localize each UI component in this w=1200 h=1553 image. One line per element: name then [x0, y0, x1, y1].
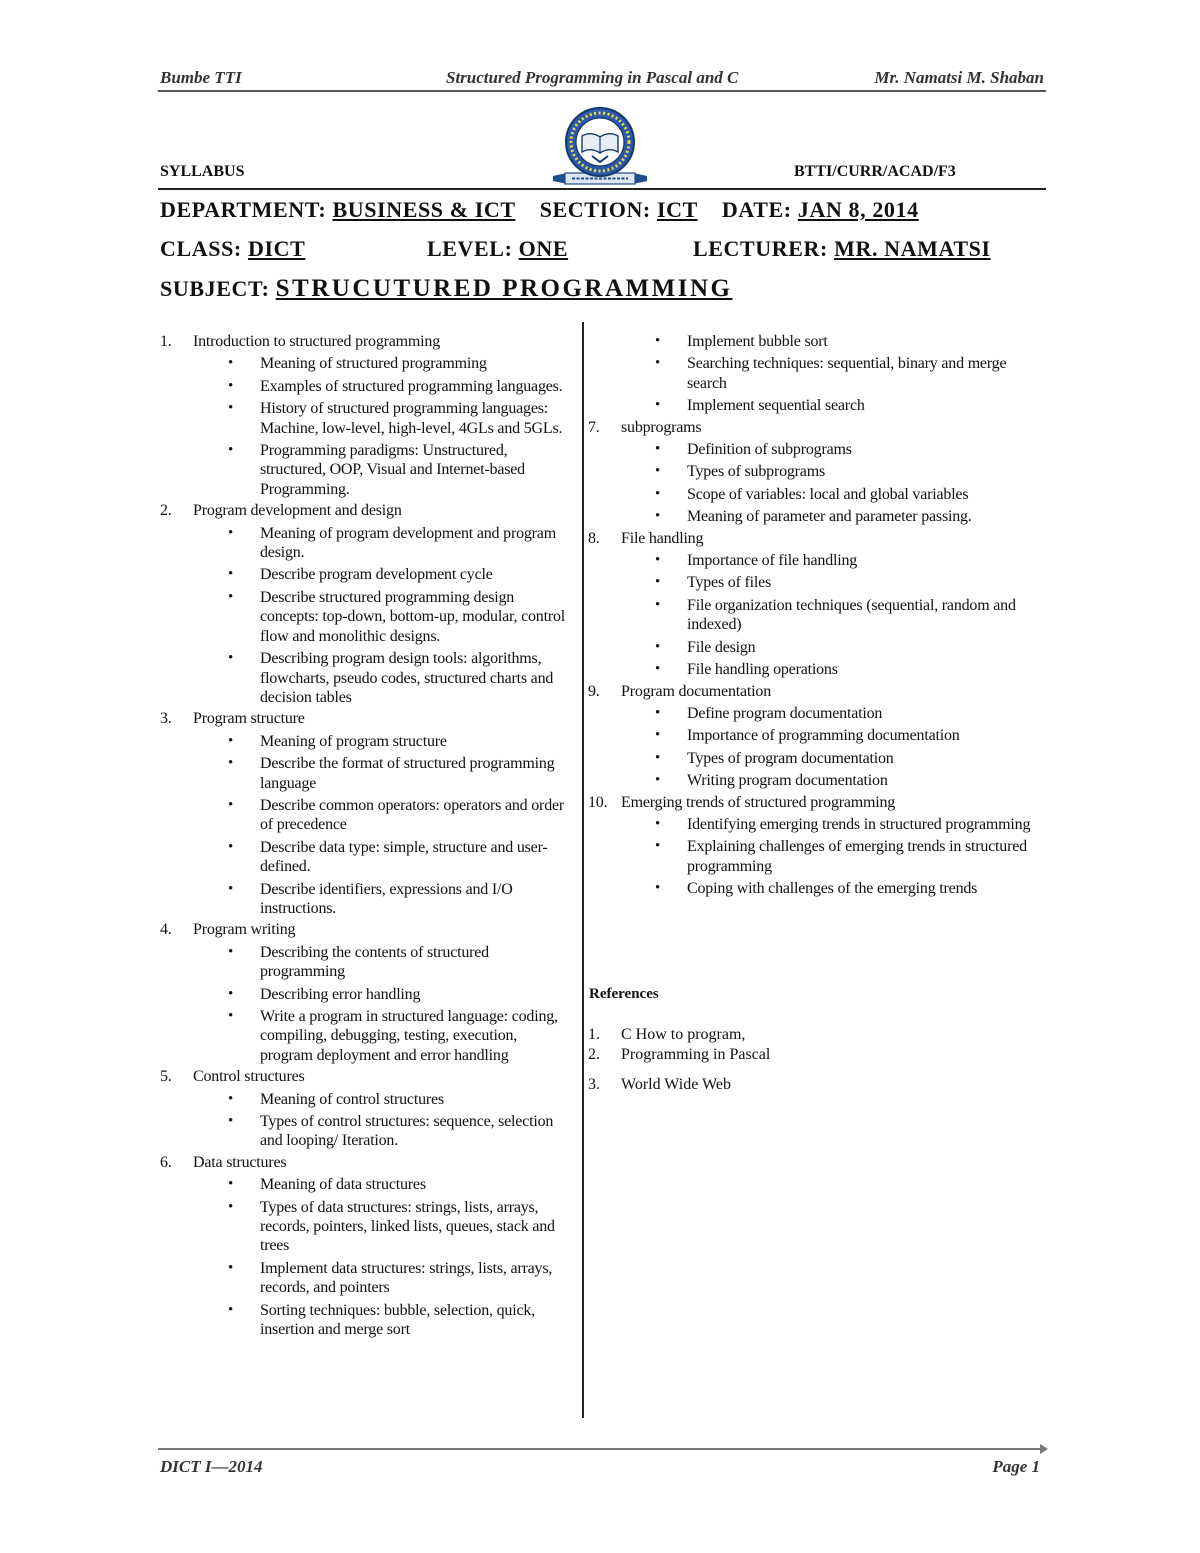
- lecturer-label: LECTURER:: [693, 236, 828, 261]
- syllabus-right-column: [588, 332, 1040, 899]
- list-item: • Identifying emerging trends in structured programming: [588, 815, 1040, 834]
- topic-number: 3.: [160, 710, 172, 728]
- topic-title: Introduction to structured programming: [193, 333, 441, 350]
- list-item: • Meaning of program structure: [160, 732, 572, 751]
- list-item: • Describing program design tools: algorithms, flowcharts, pseudo codes, structured charts and decision tables: [160, 649, 572, 707]
- list-item: • Meaning of parameter and parameter passing.: [588, 507, 1040, 526]
- list-item: • Sorting techniques: bubble, selection, quick, insertion and merge sort: [160, 1301, 572, 1340]
- list-item: • Write a program in structured language: coding, compiling, debugging, testing, execution, program deployment and error handling: [160, 1007, 572, 1065]
- list-item: • Importance of programming documentation: [588, 726, 1040, 745]
- level-label: LEVEL:: [427, 236, 513, 261]
- syllabus-label: SYLLABUS: [160, 163, 245, 180]
- class-label: CLASS:: [160, 236, 242, 261]
- class-field: [160, 236, 305, 262]
- list-item: • Describe the format of structured programming language: [160, 754, 572, 793]
- lecturer-value: MR. NAMATSI: [834, 236, 991, 261]
- reference-text: Programming in Pascal: [621, 1046, 771, 1063]
- topic-program-development: [160, 501, 572, 520]
- list-item: • Types of subprograms: [588, 462, 1040, 481]
- list-item: • Searching techniques: sequential, binary and merge search: [588, 354, 1040, 393]
- reference-number: 1.: [588, 1026, 600, 1043]
- topic-program-structure: [160, 709, 572, 728]
- date-value: JAN 8, 2014: [797, 197, 919, 222]
- class-value: DICT: [247, 236, 306, 261]
- header-course: Structured Programming in Pascal and C: [446, 68, 739, 87]
- topic-number: 7.: [588, 418, 600, 436]
- subject-value: STRUCUTURED PROGRAMMING: [275, 275, 733, 302]
- list-item: • Explaining challenges of emerging trends in structured programming: [588, 837, 1040, 876]
- header-author: Mr. Namatsi M. Shaban: [874, 68, 1044, 87]
- list-item: [588, 1045, 770, 1065]
- topic-subitems: [160, 943, 572, 1065]
- topic-subitems: [160, 732, 572, 919]
- subject-label: SUBJECT:: [160, 276, 270, 301]
- list-item: • File organization techniques (sequential, random and indexed): [588, 596, 1040, 635]
- section-value: ICT: [656, 197, 698, 222]
- topic-title: Program development and design: [193, 502, 402, 520]
- page-number: Page 1: [992, 1457, 1040, 1476]
- department-value: BUSINESS & ICT: [332, 197, 516, 222]
- list-item: • Meaning of control structures: [160, 1090, 572, 1109]
- list-item: • Implement sequential search: [588, 396, 1040, 415]
- topic-control-structures: [160, 1067, 572, 1086]
- list-item: • Describing error handling: [160, 985, 572, 1004]
- footer-course-code: DICT I—2014: [160, 1457, 263, 1476]
- list-item: [588, 1075, 770, 1095]
- topic-subitems: [588, 551, 1040, 679]
- topic-number: 10.: [588, 793, 608, 811]
- references-heading: References: [589, 986, 659, 1002]
- syllabus-left-column: [160, 330, 572, 1340]
- department-label: DEPARTMENT:: [160, 197, 327, 222]
- reference-text: World Wide Web: [621, 1076, 731, 1093]
- date-label: DATE:: [721, 197, 792, 222]
- list-item: • Types of program documentation: [588, 749, 1040, 768]
- department-line: [160, 197, 919, 223]
- running-header: [158, 66, 1046, 92]
- topic-data-structures: [160, 1153, 572, 1172]
- list-item: • Meaning of program development and program design.: [160, 524, 572, 563]
- topic-number: 8.: [588, 529, 600, 547]
- list-item: • Describe structured programming design concepts: top-down, bottom-up, modular, control flow and monolithic designs.: [160, 588, 572, 646]
- topic-title: File handling: [621, 529, 704, 547]
- list-item: • File handling operations: [588, 660, 1040, 679]
- topic-number: 6.: [160, 1153, 172, 1171]
- list-item: • Implement data structures: strings, lists, arrays, records, and pointers: [160, 1259, 572, 1298]
- topic-title: Control structures: [193, 1068, 305, 1086]
- level-field: [427, 236, 568, 262]
- topic-file-handling: [588, 529, 1040, 548]
- document-meta-row: [158, 160, 1046, 190]
- topic-title: subprograms: [621, 418, 702, 436]
- topic-title: Program writing: [193, 921, 296, 939]
- topic-number: 2.: [160, 502, 172, 520]
- topic-title: Program structure: [193, 710, 305, 728]
- list-item: • Describe identifiers, expressions and I/O instructions.: [160, 880, 572, 919]
- topic-subprograms: [588, 418, 1040, 437]
- reference-number: 2.: [588, 1046, 600, 1063]
- list-item: • Describe data type: simple, structure and user-defined.: [160, 838, 572, 877]
- topic-subitems: [588, 704, 1040, 791]
- list-item: • History of structured programming languages: Machine, low-level, high-level, 4GLs and 5GLs.: [160, 399, 572, 438]
- reference-number: 3.: [588, 1076, 600, 1093]
- list-item: • File design: [588, 638, 1040, 657]
- list-item: • Describe program development cycle: [160, 565, 572, 584]
- topic-subitems: [160, 1090, 572, 1151]
- topic-title: Emerging trends of structured programming: [621, 793, 896, 811]
- list-item: [588, 1025, 770, 1045]
- list-item: • Examples of structured programming languages.: [160, 377, 572, 396]
- list-item: • Importance of file handling: [588, 551, 1040, 570]
- level-value: ONE: [518, 236, 569, 261]
- topic-subitems: [160, 354, 572, 499]
- lecturer-field: [693, 236, 991, 262]
- topic-subitems: [160, 524, 572, 708]
- topic-title: Data structures: [193, 1153, 287, 1171]
- list-item: • Meaning of structured programming: [160, 354, 572, 373]
- topic-emerging-trends: [588, 793, 1040, 812]
- section-label: SECTION:: [539, 197, 651, 222]
- document-code: BTTI/CURR/ACAD/F3: [794, 163, 956, 180]
- subject-line: [160, 275, 732, 303]
- list-item: • Types of data structures: strings, lists, arrays, records, pointers, linked lists, queues, stack and trees: [160, 1198, 572, 1256]
- topic-program-writing: [160, 920, 572, 939]
- list-item: • Describing the contents of structured programming: [160, 943, 572, 982]
- topic-number: 4.: [160, 921, 172, 939]
- header-institution: Bumbe TTI: [160, 68, 242, 87]
- list-item: • Programming paradigms: Unstructured, structured, OOP, Visual and Internet-based Programming.: [160, 441, 572, 499]
- list-item: • Types of control structures: sequence, selection and looping/ Iteration.: [160, 1112, 572, 1151]
- list-item: • Scope of variables: local and global variables: [588, 485, 1040, 504]
- list-item: • Implement bubble sort: [588, 332, 1040, 351]
- column-divider: [582, 322, 584, 1418]
- topic-title: Program documentation: [621, 682, 771, 700]
- list-item: • Types of files: [588, 573, 1040, 592]
- topic-introduction: [160, 332, 572, 351]
- footer-rule: [158, 1448, 1042, 1450]
- list-item: • Coping with challenges of the emerging trends: [588, 879, 1040, 898]
- list-item: • Writing program documentation: [588, 771, 1040, 790]
- topic-subitems: [160, 1175, 572, 1339]
- list-item: • Meaning of data structures: [160, 1175, 572, 1194]
- topic-subitems: [588, 815, 1040, 899]
- topic-subitems: [588, 332, 1040, 416]
- list-item: • Define program documentation: [588, 704, 1040, 723]
- list-item: • Describe common operators: operators and order of precedence: [160, 796, 572, 835]
- list-item: • Definition of subprograms: [588, 440, 1040, 459]
- reference-text: C How to program,: [621, 1026, 746, 1043]
- topic-number: 9.: [588, 682, 600, 700]
- topic-subitems: [588, 440, 1040, 527]
- topic-number: 1.: [160, 333, 172, 350]
- topic-program-documentation: [588, 682, 1040, 701]
- topic-number: 5.: [160, 1068, 172, 1086]
- references-list: [588, 1025, 770, 1095]
- footer-arrow-icon: [1040, 1444, 1048, 1454]
